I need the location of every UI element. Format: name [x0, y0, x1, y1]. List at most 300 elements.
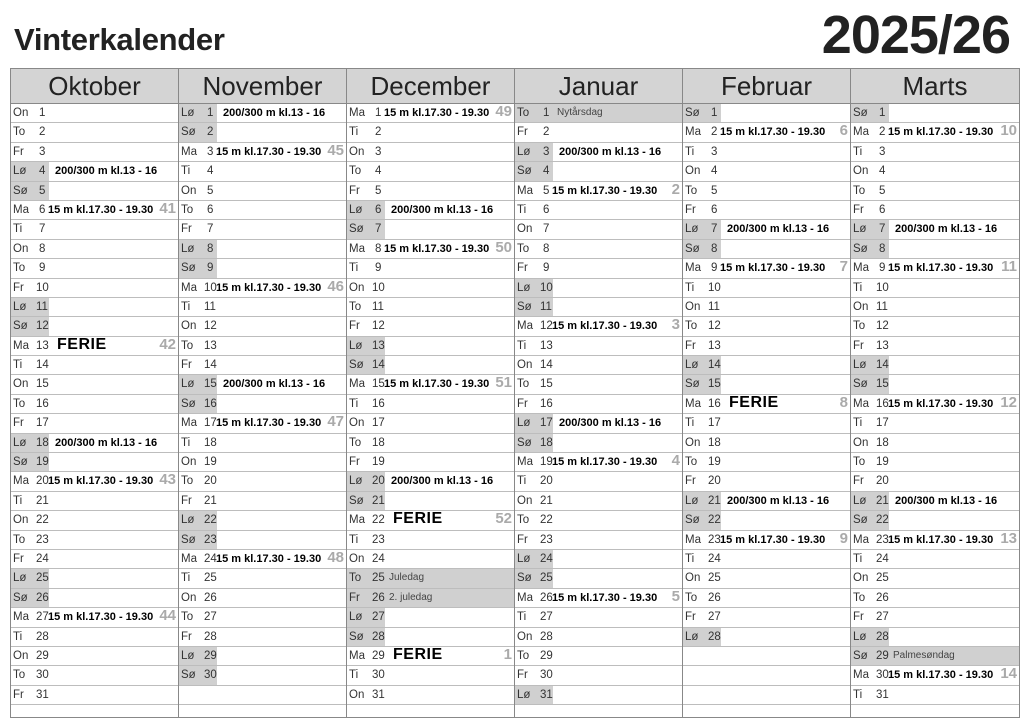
day-number: 1 [711, 107, 718, 119]
day-number: 28 [36, 630, 49, 643]
day-row [851, 143, 1019, 162]
day-row [11, 143, 178, 162]
day-row [11, 356, 178, 375]
day-row [683, 550, 850, 569]
day-row [515, 123, 682, 142]
weekday-label: To [517, 107, 530, 119]
day-number: 16 [372, 397, 385, 410]
day-number: 18 [204, 436, 217, 449]
weekday-label: Ti [349, 126, 359, 139]
weekday-label: Sø [349, 223, 364, 236]
day-row [347, 279, 514, 298]
day-row [11, 162, 178, 181]
day-row [515, 569, 682, 588]
day-row [683, 472, 850, 491]
week-number: 49 [495, 103, 512, 120]
weekday-label: Ma [181, 281, 197, 294]
day-number: 13 [540, 339, 553, 352]
weekday-label: Ti [13, 359, 23, 372]
month-column [11, 69, 179, 717]
weekday-label: To [853, 591, 866, 604]
day-row [515, 220, 682, 239]
training-event: 15 m kl.17.30 - 19.30 [48, 203, 154, 216]
day-row [515, 337, 682, 356]
weekday-label: Fr [517, 126, 528, 139]
day-number: 2 [375, 126, 382, 139]
day-number: 12 [876, 320, 889, 333]
day-row [851, 240, 1019, 259]
weekday-label: Fr [853, 611, 864, 624]
day-row [11, 608, 178, 627]
day-row [11, 589, 178, 608]
day-number: 20 [708, 475, 721, 488]
day-number: 3 [879, 145, 886, 158]
day-number: 11 [204, 300, 216, 313]
day-row [851, 453, 1019, 472]
day-row [11, 686, 178, 705]
training-event: 15 m kl.17.30 - 19.30 [888, 262, 994, 275]
day-row [515, 550, 682, 569]
day-number: 4 [39, 165, 46, 178]
day-row [179, 123, 346, 142]
day-row [683, 337, 850, 356]
day-number: 10 [204, 281, 217, 294]
day-row [683, 240, 850, 259]
day-row [347, 434, 514, 453]
weekday-label: Lø [685, 359, 699, 372]
calendar-grid [10, 68, 1020, 718]
day-row [515, 143, 682, 162]
weekday-label: Fr [517, 669, 528, 682]
day-number: 21 [540, 494, 553, 507]
day-row [347, 182, 514, 201]
weekday-label: Lø [853, 494, 867, 507]
day-number: 30 [540, 669, 553, 682]
day-row [179, 453, 346, 472]
day-row [851, 259, 1019, 278]
day-number: 3 [711, 145, 718, 158]
day-number: 8 [711, 242, 718, 255]
day-number: 12 [372, 320, 385, 333]
weekday-label: Ti [517, 611, 527, 624]
weekday-label: Ti [853, 145, 863, 158]
weekday-label: To [13, 397, 26, 410]
day-number: 15 [204, 378, 217, 391]
holiday-label: Nytårsdag [557, 107, 603, 118]
day-number: 14 [36, 359, 49, 372]
day-row [179, 434, 346, 453]
day-number: 31 [372, 688, 385, 701]
day-row [11, 666, 178, 685]
day-row [347, 259, 514, 278]
weekday-label: Ma [181, 145, 197, 158]
day-number: 8 [375, 242, 382, 255]
weekday-label: Ti [685, 281, 695, 294]
month-column [179, 69, 347, 717]
weekday-label: To [349, 572, 362, 585]
training-event: 200/300 m kl.13 - 16 [55, 436, 158, 449]
weekday-label: Lø [517, 688, 531, 701]
training-event: 15 m kl.17.30 - 19.30 [384, 107, 490, 119]
day-number: 9 [879, 262, 886, 275]
day-row [515, 375, 682, 394]
day-row [179, 414, 346, 433]
day-number: 4 [543, 165, 550, 178]
day-row [515, 182, 682, 201]
day-row [179, 608, 346, 627]
weekday-label: Lø [517, 552, 531, 565]
training-event: 15 m kl.17.30 - 19.30 [48, 475, 154, 488]
day-row [179, 104, 346, 123]
day-row [683, 569, 850, 588]
day-number: 24 [204, 552, 217, 565]
day-row [515, 453, 682, 472]
weekday-label: Lø [853, 630, 867, 643]
weekday-label: Sø [13, 456, 28, 469]
day-number: 15 [372, 378, 385, 391]
day-row [347, 395, 514, 414]
weekday-label: Fr [685, 475, 696, 488]
day-row [179, 511, 346, 530]
week-number: 4 [671, 452, 680, 470]
day-number: 8 [39, 242, 46, 255]
day-row [11, 104, 178, 123]
day-number: 4 [207, 165, 214, 178]
day-row [683, 414, 850, 433]
weekday-label: On [685, 165, 701, 178]
day-number: 2 [711, 126, 718, 139]
day-number: 20 [876, 475, 889, 488]
weekday-label: To [181, 475, 194, 488]
day-row [11, 492, 178, 511]
day-number: 13 [876, 339, 889, 352]
day-row [179, 395, 346, 414]
empty-day-row [683, 647, 850, 666]
day-number: 16 [36, 397, 49, 410]
weekday-label: To [685, 184, 698, 197]
day-row [515, 279, 682, 298]
weekday-label: To [349, 436, 362, 449]
day-number: 6 [543, 203, 550, 216]
weekday-label: Sø [853, 378, 868, 391]
day-row [11, 511, 178, 530]
weekday-label: On [181, 320, 197, 333]
day-number: 2 [543, 126, 550, 139]
week-number: 14 [1000, 665, 1017, 683]
weekday-label: To [13, 533, 26, 546]
day-row [347, 608, 514, 627]
training-event: 200/300 m kl.13 - 16 [895, 223, 998, 236]
day-number: 15 [540, 378, 553, 391]
day-row [11, 550, 178, 569]
day-number: 16 [876, 397, 889, 410]
weekday-label: On [349, 417, 365, 430]
day-row [683, 201, 850, 220]
day-number: 25 [36, 572, 49, 585]
day-number: 26 [540, 591, 553, 604]
day-row [683, 298, 850, 317]
weekday-label: Lø [685, 494, 699, 507]
day-number: 26 [204, 591, 217, 604]
day-row [347, 472, 514, 491]
day-row [11, 240, 178, 259]
weekday-label: Lø [181, 649, 195, 662]
training-event: 200/300 m kl.13 - 16 [895, 494, 998, 507]
week-number: 1 [503, 645, 512, 663]
weekday-label: Fr [517, 262, 528, 275]
day-number: 23 [540, 533, 553, 546]
day-number: 8 [879, 242, 886, 255]
day-number: 10 [372, 281, 385, 294]
week-number: 45 [327, 141, 344, 159]
training-event: 15 m kl.17.30 - 19.30 [720, 262, 826, 275]
week-number: 10 [1000, 122, 1017, 140]
week-number: 12 [1000, 393, 1017, 411]
weekday-label: Lø [517, 145, 531, 158]
week-number: 41 [159, 199, 176, 217]
day-number: 22 [540, 514, 553, 527]
training-event: 200/300 m kl.13 - 16 [727, 494, 830, 507]
day-number: 29 [204, 649, 217, 662]
day-number: 26 [372, 591, 385, 604]
month-column [515, 69, 683, 717]
day-number: 2 [39, 126, 46, 139]
day-row [515, 240, 682, 259]
day-number: 26 [708, 591, 721, 604]
weekday-label: Lø [685, 223, 699, 236]
holiday-label: Palmesøndag [893, 649, 955, 661]
day-number: 9 [543, 262, 550, 275]
weekday-label: On [685, 436, 701, 449]
weekday-label: To [13, 262, 26, 275]
day-number: 6 [711, 203, 718, 216]
weekday-label: Fr [853, 475, 864, 488]
day-row [683, 317, 850, 336]
day-row [347, 628, 514, 647]
day-number: 1 [375, 107, 382, 119]
week-number: 51 [495, 374, 512, 392]
weekday-label: Ma [853, 533, 869, 546]
day-row [851, 162, 1019, 181]
weekday-label: Ma [349, 514, 365, 527]
day-number: 7 [375, 223, 382, 236]
day-row [683, 259, 850, 278]
day-row [851, 395, 1019, 414]
day-row [851, 201, 1019, 220]
day-number: 7 [879, 223, 886, 236]
day-row [851, 414, 1019, 433]
weekday-label: Fr [517, 533, 528, 546]
training-event: 15 m kl.17.30 - 19.30 [384, 378, 490, 391]
weekday-label: Ma [517, 456, 533, 469]
day-row [179, 201, 346, 220]
week-number: 9 [839, 529, 848, 547]
day-number: 1 [39, 107, 46, 119]
day-number: 10 [540, 281, 553, 294]
training-event: 15 m kl.17.30 - 19.30 [720, 126, 826, 139]
day-number: 6 [207, 203, 214, 216]
day-row [851, 472, 1019, 491]
training-event: 200/300 m kl.13 - 16 [559, 417, 662, 430]
day-row [683, 356, 850, 375]
day-row [683, 589, 850, 608]
day-number: 13 [204, 339, 217, 352]
day-row [11, 472, 178, 491]
day-number: 9 [375, 262, 382, 275]
month-header: Januar [515, 69, 682, 104]
weekday-label: Sø [853, 242, 868, 255]
training-event: 15 m kl.17.30 - 19.30 [216, 552, 322, 565]
day-row [179, 628, 346, 647]
weekday-label: Fr [349, 320, 360, 333]
day-number: 22 [372, 514, 385, 527]
day-row [851, 356, 1019, 375]
month-header: December [347, 69, 514, 104]
day-number: 17 [540, 417, 553, 430]
weekday-label: Ma [13, 339, 29, 352]
day-row [11, 414, 178, 433]
day-number: 25 [876, 572, 889, 585]
month-header: November [179, 69, 346, 104]
training-event: 15 m kl.17.30 - 19.30 [216, 281, 322, 294]
weekday-label: To [349, 300, 362, 313]
day-row [851, 220, 1019, 239]
day-number: 1 [207, 107, 214, 119]
week-number: 2 [671, 180, 680, 198]
weekday-label: To [517, 514, 530, 527]
day-number: 19 [36, 456, 49, 469]
day-row [179, 259, 346, 278]
weekday-label: On [13, 107, 29, 119]
day-row [851, 589, 1019, 608]
day-row [515, 686, 682, 705]
day-row [683, 220, 850, 239]
weekday-label: Ma [349, 107, 365, 119]
day-row [11, 647, 178, 666]
day-row [179, 531, 346, 550]
week-number: 5 [671, 587, 680, 605]
day-number: 13 [708, 339, 721, 352]
day-row [179, 569, 346, 588]
day-row [11, 395, 178, 414]
day-number: 5 [39, 184, 46, 197]
day-number: 27 [372, 611, 385, 624]
day-row [683, 123, 850, 142]
weekday-label: On [13, 514, 29, 527]
day-row [347, 453, 514, 472]
weekday-label: Ma [13, 203, 29, 216]
day-number: 24 [540, 552, 553, 565]
weekday-label: To [685, 456, 698, 469]
weekday-label: Ma [685, 397, 701, 410]
weekday-label: Ti [181, 300, 191, 313]
training-event: 15 m kl.17.30 - 19.30 [216, 145, 322, 158]
day-row [683, 628, 850, 647]
weekday-label: To [517, 649, 530, 662]
weekday-label: Ti [685, 145, 695, 158]
weekday-label: Ti [517, 203, 527, 216]
weekday-label: On [349, 145, 365, 158]
day-row [683, 492, 850, 511]
weekday-label: Sø [181, 262, 196, 275]
weekday-label: Sø [181, 397, 196, 410]
day-number: 19 [708, 456, 721, 469]
weekday-label: Lø [853, 223, 867, 236]
day-number: 14 [540, 359, 553, 372]
training-event: 15 m kl.17.30 - 19.30 [888, 533, 994, 546]
day-row [347, 414, 514, 433]
day-number: 13 [372, 339, 385, 352]
weekday-label: Ma [181, 552, 197, 565]
weekday-label: Sø [517, 436, 532, 449]
day-number: 19 [372, 456, 385, 469]
day-number: 26 [36, 591, 49, 604]
day-number: 5 [375, 184, 382, 197]
day-number: 8 [207, 242, 214, 255]
day-row [851, 279, 1019, 298]
day-number: 16 [540, 397, 553, 410]
day-row [11, 628, 178, 647]
day-number: 29 [540, 649, 553, 662]
day-number: 11 [372, 300, 384, 313]
weekday-label: To [853, 184, 866, 197]
weekday-label: Ti [853, 281, 863, 294]
weekday-label: Ti [181, 436, 191, 449]
day-row [179, 240, 346, 259]
weekday-label: Ma [349, 242, 365, 255]
day-number: 14 [204, 359, 217, 372]
weekday-label: Lø [349, 339, 363, 352]
day-number: 10 [36, 281, 49, 294]
day-number: 30 [204, 669, 217, 682]
day-row [515, 356, 682, 375]
day-row [179, 647, 346, 666]
day-number: 29 [372, 649, 385, 662]
day-number: 23 [372, 533, 385, 546]
weekday-label: Ma [685, 262, 701, 275]
weekday-label: On [853, 572, 869, 585]
training-event: 200/300 m kl.13 - 16 [223, 107, 326, 119]
weekday-label: Sø [13, 184, 28, 197]
week-number: 7 [839, 258, 848, 276]
day-row [179, 375, 346, 394]
day-row [683, 434, 850, 453]
week-number: 44 [159, 607, 176, 625]
day-number: 21 [876, 494, 889, 507]
day-number: 13 [36, 339, 49, 352]
day-number: 5 [543, 184, 550, 197]
day-row [515, 666, 682, 685]
day-row [347, 298, 514, 317]
weekday-label: Sø [685, 378, 700, 391]
day-row [11, 279, 178, 298]
training-event: 15 m kl.17.30 - 19.30 [552, 320, 658, 333]
day-row [851, 104, 1019, 123]
day-number: 9 [207, 262, 214, 275]
weekday-label: Lø [685, 630, 699, 643]
day-row [179, 589, 346, 608]
week-number: 50 [495, 238, 512, 256]
weekday-label: To [853, 456, 866, 469]
weekday-label: On [517, 494, 533, 507]
weekday-label: On [853, 300, 869, 313]
weekday-label: Ma [853, 126, 869, 139]
weekday-label: To [13, 126, 26, 139]
weekday-label: Ma [853, 397, 869, 410]
weekday-label: Ma [13, 475, 29, 488]
training-event: 15 m kl.17.30 - 19.30 [552, 591, 658, 604]
day-number: 27 [540, 611, 553, 624]
